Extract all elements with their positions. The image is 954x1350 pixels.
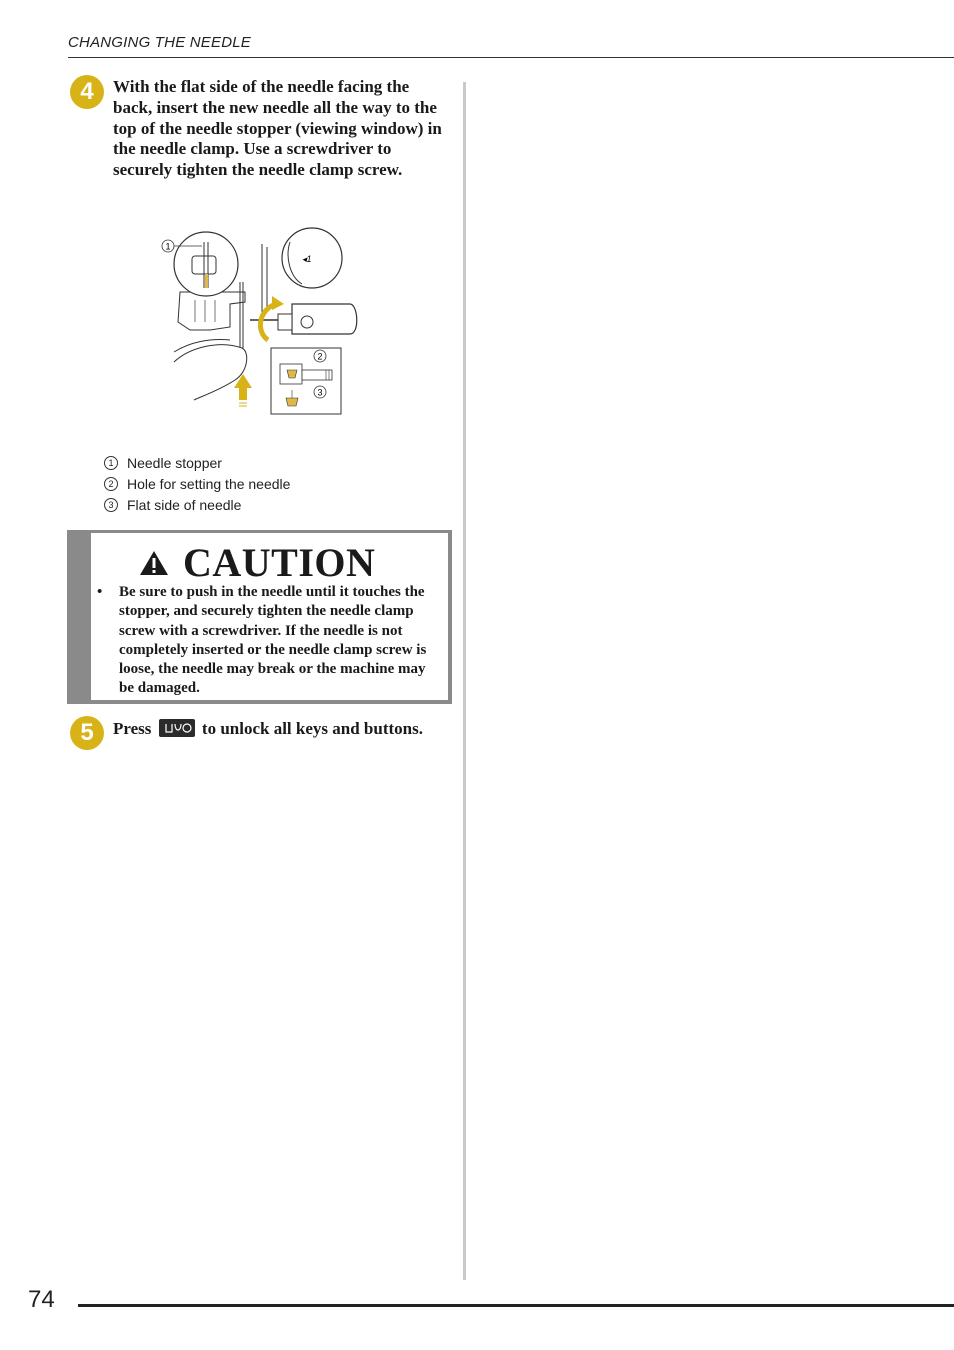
- legend-label: Flat side of needle: [127, 496, 242, 513]
- unlock-key-icon: [159, 719, 195, 737]
- legend-item-hole: [104, 473, 290, 494]
- step-4-text: With the flat side of the needle facing the back, insert the new needle all the way to the top of the needle stopper (viewing window) in the needle clamp. Use a screwdriver to securely tighten the needle clamp screw.: [113, 77, 442, 180]
- legend-label: Hole for setting the needle: [127, 475, 291, 492]
- page-number: 74: [28, 1286, 55, 1313]
- callout-1: 1: [165, 241, 171, 252]
- needle-illustration-svg: [150, 222, 366, 420]
- caution-heading: [139, 541, 375, 585]
- callout-3: 3: [317, 387, 323, 398]
- footer-rule: [78, 1304, 954, 1307]
- bullet: •: [97, 584, 103, 600]
- figure-legend: [104, 452, 290, 515]
- caution-content: [91, 533, 448, 700]
- legend-item-flat-side: [104, 494, 290, 515]
- caution-text: Be sure to push in the needle until it touches the stopper, and securely tighten the needle clamp screw with a screwdriver. If the needle is not completely inserted or the needle clamp screw is loose, the needle may break or the machine may be damaged.: [119, 584, 427, 697]
- running-header: CHANGING THE NEEDLE: [68, 34, 251, 51]
- step-5-badge: 5: [70, 716, 104, 750]
- svg-text:◂1: ◂1: [302, 254, 312, 264]
- column-divider: [463, 82, 466, 1280]
- step-5-text: [113, 719, 458, 740]
- legend-number: 1: [104, 456, 118, 470]
- warning-triangle-icon: [139, 550, 169, 576]
- caution-box: [67, 530, 452, 704]
- step-5-rest: to unlock all keys and buttons.: [201, 719, 423, 738]
- step-4-badge: 4: [70, 75, 104, 109]
- legend-item-needle-stopper: [104, 452, 290, 473]
- needle-insertion-illustration: [150, 222, 366, 420]
- caution-title: CAUTION: [183, 540, 376, 585]
- legend-number: 3: [104, 498, 118, 512]
- legend-label: Needle stopper: [127, 454, 222, 471]
- step-5-press: Press: [113, 719, 152, 738]
- legend-number: 2: [104, 477, 118, 491]
- callout-2: 2: [317, 351, 323, 362]
- caution-body: [97, 583, 442, 699]
- header-rule: [68, 57, 954, 58]
